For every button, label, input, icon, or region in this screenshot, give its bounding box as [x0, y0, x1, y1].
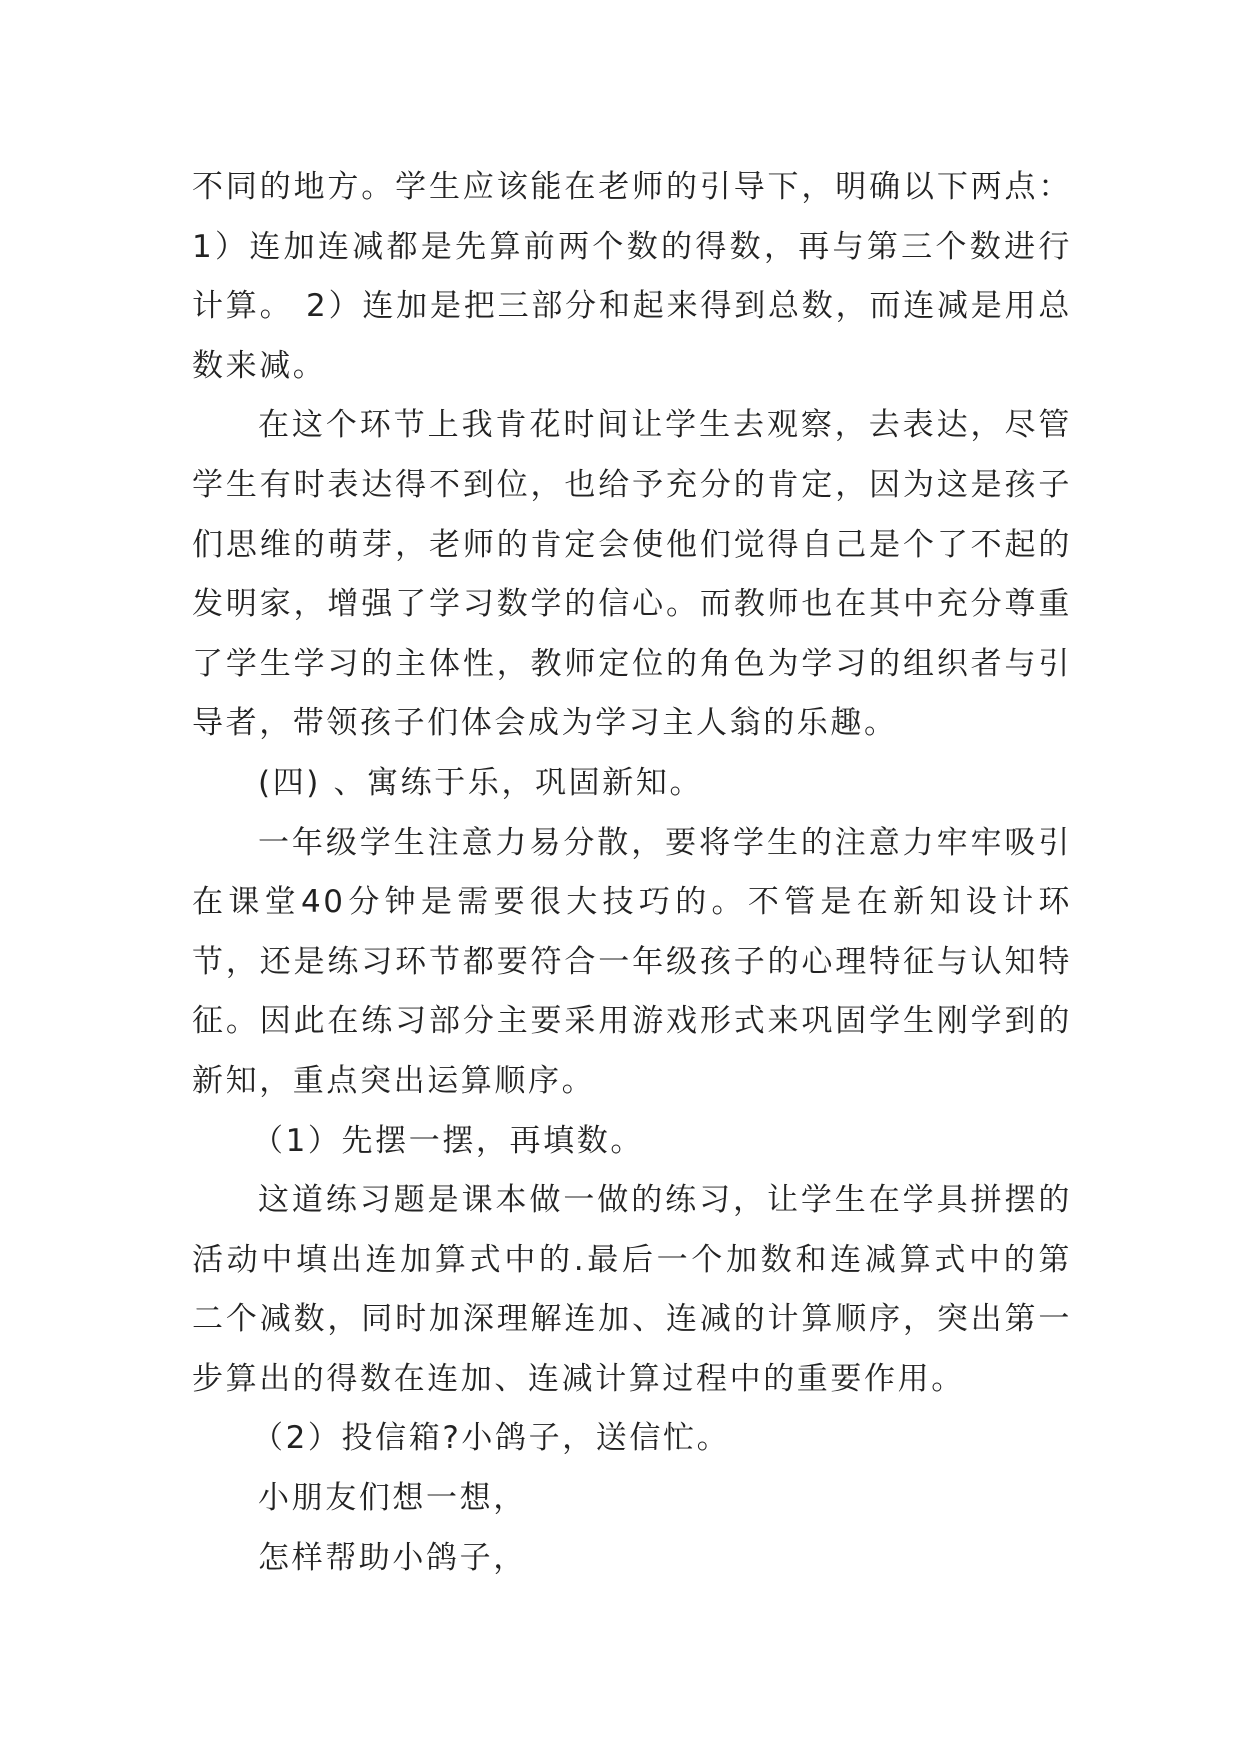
exercise-heading-1: （1）先摆一摆，再填数。: [252, 1122, 644, 1159]
paragraph-3: 一年级学生注意力易分散，要将学生的注意力牢牢吸引在课堂40分钟是需要很大技巧的。不管是在新知设计环节，还是练习环节都要符合一年级孩子的心理特征与认知特征。因此在练习部分主要采用游戏形式来巩固学生刚学到的新知，重点突出运算顺序。: [192, 824, 1072, 1099]
paragraph-1: 不同的地方。学生应该能在老师的引导下，明确以下两点：1）连加连减都是先算前两个数的得数，再与第三个数进行计算。 2）连加是把三部分和起来得到总数，而连减是用总数来减。: [192, 169, 1072, 384]
paragraph-4: 这道练习题是课本做一做的练习，让学生在学具拼摆的活动中填出连加算式中的.最后一个加数和连减算式中的第二个减数，同时加深理解连加、连减的计算顺序，突出第一步算出的得数在连加、连减计算过程中的重要作用。: [192, 1182, 1072, 1397]
paragraph-2: 在这个环节上我肯花时间让学生去观察，去表达，尽管学生有时表达得不到位，也给予充分的肯定，因为这是孩子们思维的萌芽，老师的肯定会使他们觉得自己是个了不起的发明家，增强了学习数学的信心。而教师也在其中充分尊重了学生学习的主体性，教师定位的角色为学习的组织者与引导者，带领孩子们体会成为学习主人翁的乐趣。: [192, 407, 1072, 742]
verse-line-2: 怎样帮助小鸽子，: [258, 1539, 527, 1576]
verse-line-1: 小朋友们想一想，: [258, 1480, 527, 1517]
document-body: [192, 158, 1072, 1588]
section-heading-4: (四) 、寓练于乐，巩固新知。: [258, 764, 704, 801]
exercise-heading-2: （2）投信箱?小鸽子，送信忙。: [252, 1420, 731, 1457]
